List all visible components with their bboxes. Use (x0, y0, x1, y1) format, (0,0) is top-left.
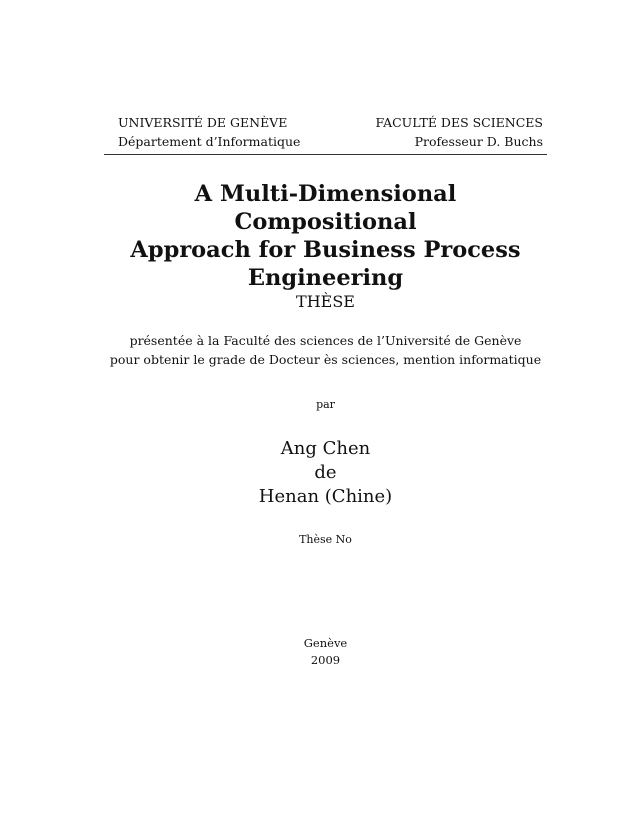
presentation-statement (104, 331, 547, 369)
author-de: de (314, 462, 337, 483)
presentation-line-2: pour obtenir le grade de Docteur ès sciences, mention informatique (109, 352, 542, 367)
these-label: THÈSE (296, 292, 355, 311)
place-city: Genève (303, 636, 348, 650)
header-rule (104, 154, 547, 155)
thesis-title (104, 180, 547, 292)
author-block (104, 437, 547, 509)
faculty-block (376, 113, 544, 151)
title-line-3: Engineering (247, 265, 404, 291)
presentation-line-1: présentée à la Faculté des sciences de l’Université de Genève (129, 333, 522, 348)
author-origin: Henan (Chine) (258, 486, 393, 507)
title-line-1: A Multi-Dimensional Compositional (194, 181, 457, 235)
supervisor-name: Professeur D. Buchs (414, 134, 543, 149)
par-label: par (316, 398, 335, 411)
place-date (104, 635, 547, 669)
page-header (104, 113, 547, 151)
author-name: Ang Chen (280, 438, 371, 459)
university-name: UNIVERSITÉ DE GENÈVE (118, 115, 288, 130)
university-block (118, 113, 300, 151)
these-number: Thèse No (299, 533, 352, 546)
title-line-2: Approach for Business Process (130, 237, 521, 263)
department-name: Département d’Informatique (118, 134, 301, 149)
place-year: 2009 (310, 653, 341, 667)
faculty-name: FACULTÉ DES SCIENCES (375, 115, 543, 130)
